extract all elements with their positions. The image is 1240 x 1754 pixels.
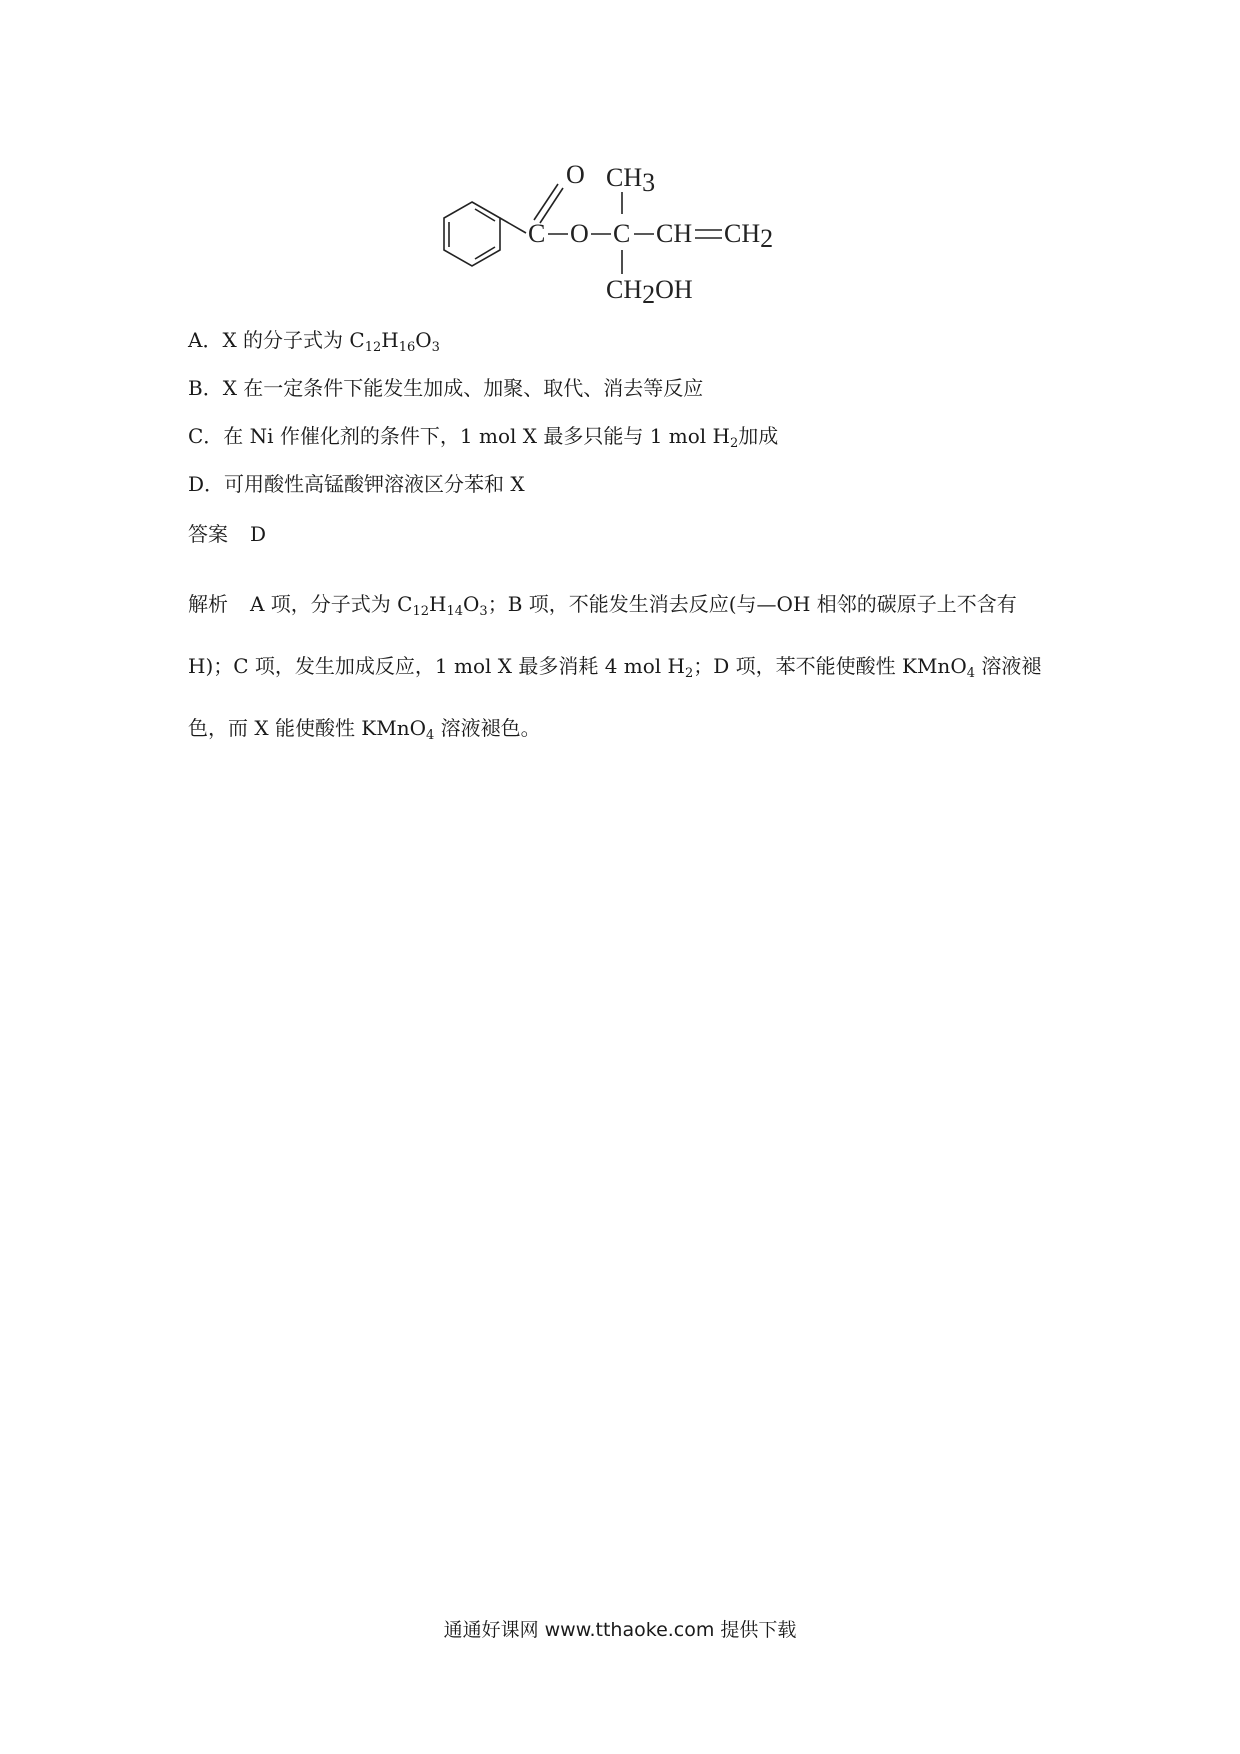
analysis-line-1: 解析 A 项，分子式为 $C_{12}H_{14}O_3$；B 项，不能发生消去反应(与—OH 相邻的碳原子上不含有 — [188, 592, 1017, 619]
hydroxymethyl-group-label: CH2OH — [606, 275, 693, 309]
answer-value: D — [250, 522, 267, 546]
methyl-group-label: CH3 — [606, 163, 656, 197]
carbonyl-oxygen-label: O — [566, 160, 585, 189]
option-c: C．在 Ni 作催化剂的条件下，1 mol X 最多只能与 1 mol $H_2$加成 — [188, 424, 779, 451]
vinyl-ch2-label: CH2 — [724, 219, 774, 253]
answer-label: 答案 — [188, 522, 228, 546]
quaternary-carbon-label: C — [613, 219, 631, 248]
analysis-line-2: H)；C 项，发生加成反应，1 mol X 最多消耗 4 mol $H_2$；D 项，苯不能使酸性 KMnO$_4$ 溶液褪 — [188, 654, 1042, 681]
option-a: A．X 的分子式为 $C_{12}H_{16}O_3$ — [188, 328, 440, 355]
carbonyl-double-bond — [534, 184, 563, 223]
page-footer: 通通好课网 www.tthaoke.com 提供下载 — [443, 1619, 797, 1641]
option-d: D．可用酸性高锰酸钾溶液区分苯和 X — [188, 472, 525, 496]
ester-oxygen-label: O — [570, 219, 589, 248]
analysis-block — [188, 573, 1058, 759]
carbonyl-carbon-label: C — [528, 219, 546, 248]
answer-line — [188, 520, 266, 548]
structural-formula-diagram — [420, 150, 840, 310]
analysis-line-3: 色，而 X 能使酸性 KMnO$_4$ 溶液褪色。 — [188, 716, 541, 743]
vinyl-double-bond — [695, 230, 722, 238]
analysis-label: 解析 — [188, 592, 228, 616]
benzene-ring — [444, 202, 526, 266]
structural-formula-svg — [420, 150, 840, 310]
vinyl-ch-label: CH — [656, 219, 693, 248]
option-b: B．X 在一定条件下能发生加成、加聚、取代、消去等反应 — [188, 376, 704, 400]
